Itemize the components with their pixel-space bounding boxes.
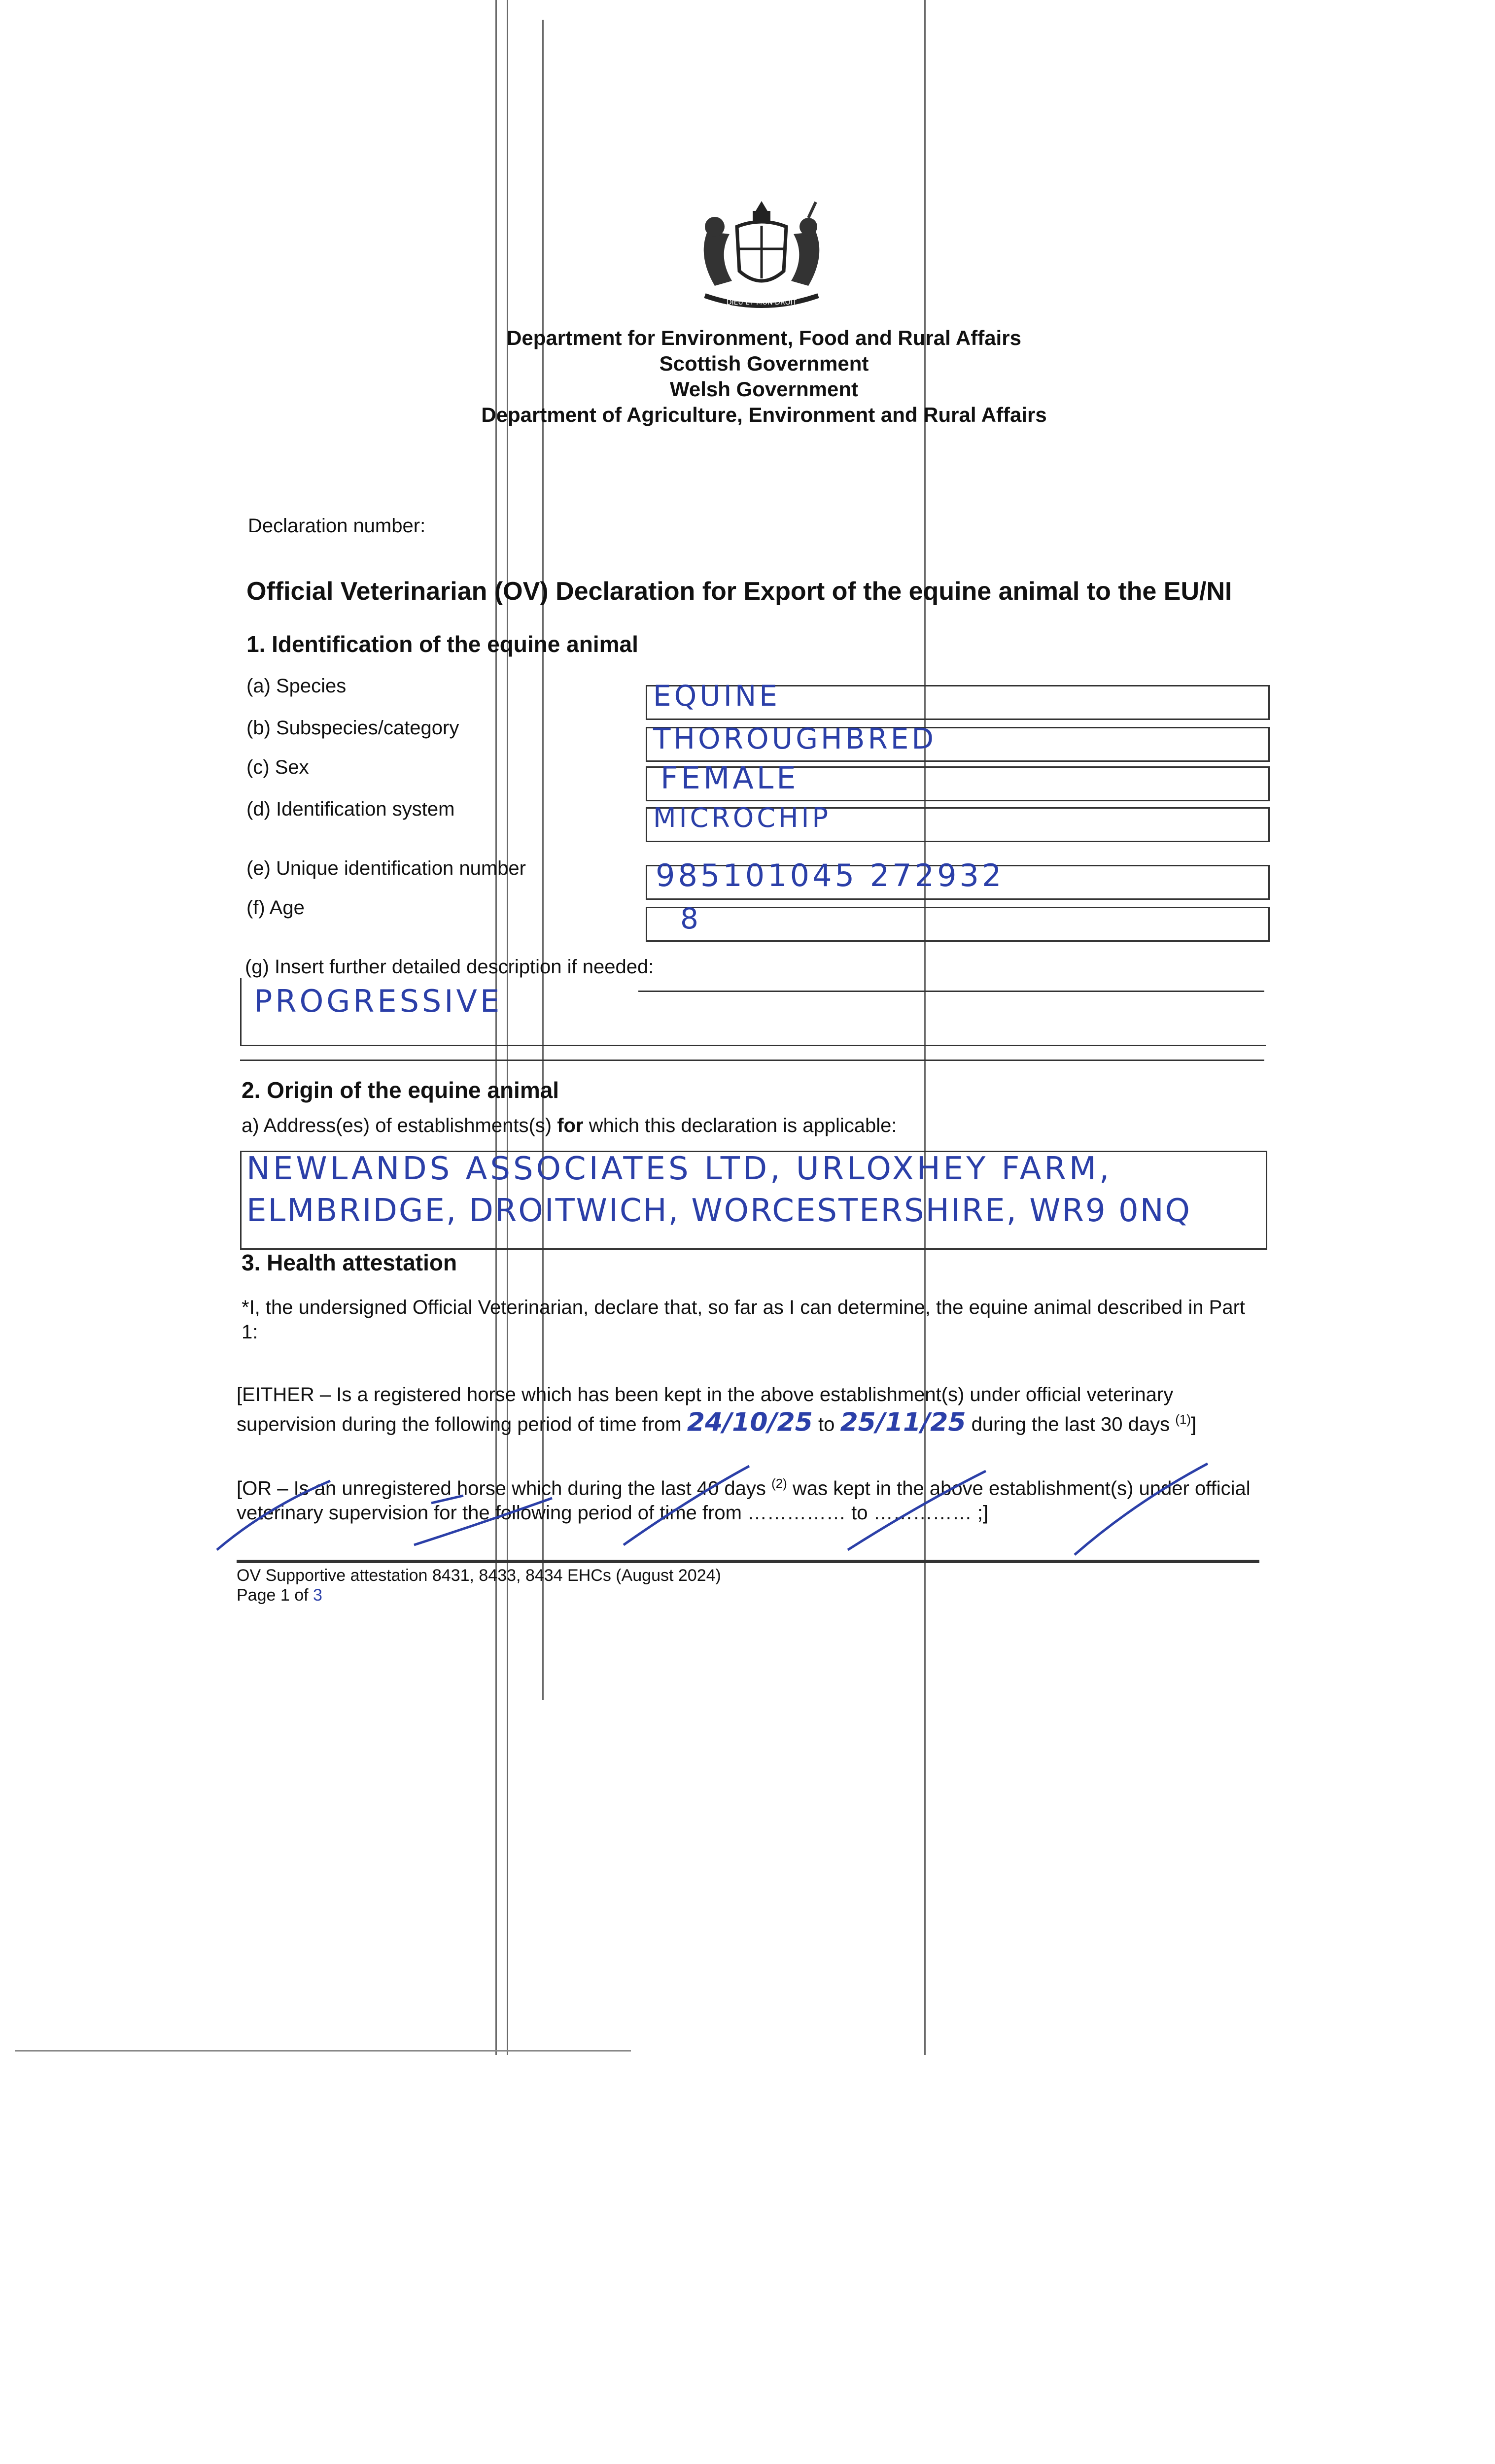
footer-attestation-ref: OV Supportive attestation 8431, 8433, 8434 EHCs (August 2024) — [237, 1566, 721, 1585]
either-line-1: [EITHER – Is a registered horse which has been kept in the above establishment(s) under official veterinary — [237, 1384, 1174, 1405]
section1-heading: 1. Identification of the equine animal — [246, 631, 638, 657]
royal-crest-logo — [688, 197, 835, 320]
age-value: 8 — [680, 902, 701, 935]
age-label: (f) Age — [246, 897, 305, 919]
age-field[interactable] — [646, 907, 1270, 942]
address-line-2: ELMBRIDGE, DROITWICH, WORCESTERSHIRE, WR9 0NQ — [246, 1193, 1191, 1229]
identification-system-value: MICROCHIP — [653, 802, 832, 833]
or-line-1: [OR – Is an unregistered horse which during the last 40 days $^{(2)}$ was kept in the above establishment(s) under official — [237, 1476, 1251, 1500]
either-line-2: supervision during the following period of time from 24/10/25 to 25/11/25 during the last 30 days $^{(1)}$] — [237, 1407, 1197, 1437]
species-label: (a) Species — [246, 675, 347, 697]
or-clause-strike-marks — [207, 1439, 1291, 1567]
page-title: Official Veterinarian (OV) Declaration for Export of the equine animal to the EU/NI — [246, 577, 1232, 606]
address-line-1: NEWLANDS ASSOCIATES LTD, URLOXHEY FARM, — [246, 1151, 1113, 1187]
address-label-for: for — [557, 1115, 584, 1136]
department-scottish: Scottish Government — [659, 352, 869, 375]
either-from-date: 24/10/25 — [687, 1407, 813, 1437]
section2-heading: 2. Origin of the equine animal — [242, 1077, 559, 1103]
department-welsh: Welsh Government — [670, 377, 858, 401]
unique-id-label: (e) Unique identification number — [246, 857, 526, 879]
species-value: EQUINE — [653, 679, 780, 713]
identification-system-label: (d) Identification system — [246, 798, 455, 820]
either-clause — [237, 1382, 1267, 1437]
address-label-pre: a) Address(es) of establishments(s) — [242, 1115, 557, 1136]
page-total: 3 — [313, 1586, 322, 1605]
sex-label: (c) Sex — [246, 756, 309, 778]
sex-value: FEMALE — [661, 760, 799, 796]
department-list — [444, 325, 1084, 428]
address-label — [242, 1115, 897, 1137]
or-line-2: veterinary supervision for the following period of time from …………… to …………… ;] — [237, 1502, 988, 1524]
crest-motto: DIEU ET MON DROIT — [726, 299, 797, 307]
department-daera: Department of Agriculture, Environment and Rural Affairs — [481, 403, 1047, 426]
footnote-ref-1: (1) — [1175, 1412, 1191, 1427]
further-description-bottom-rule — [240, 1060, 1264, 1061]
department-defra: Department for Environment, Food and Rural Affairs — [507, 326, 1021, 349]
page-number: Page 1 of 3 — [237, 1586, 322, 1605]
declaration-number-label: Declaration number: — [248, 515, 426, 537]
scan-artifact-hline — [15, 2050, 631, 2052]
further-description-label: (g) Insert further detailed description if needed: — [245, 956, 654, 978]
subspecies-value: THOROUGHBRED — [653, 722, 937, 755]
health-intro: *I, the undersigned Official Veterinarian, declare that, so far as I can determine, the equine animal described in Part 1: — [242, 1297, 1245, 1343]
either-to-date: 25/11/25 — [840, 1407, 966, 1437]
subspecies-label: (b) Subspecies/category — [246, 717, 459, 739]
section3-heading: 3. Health attestation — [242, 1250, 457, 1275]
address-label-post: which this declaration is applicable: — [583, 1115, 897, 1136]
further-description-value: PROGRESSIVE — [254, 983, 503, 1019]
unique-id-value: 985101045 272932 — [656, 857, 1005, 893]
footnote-ref-2: (2) — [771, 1476, 787, 1491]
footer-rule — [237, 1560, 1259, 1563]
